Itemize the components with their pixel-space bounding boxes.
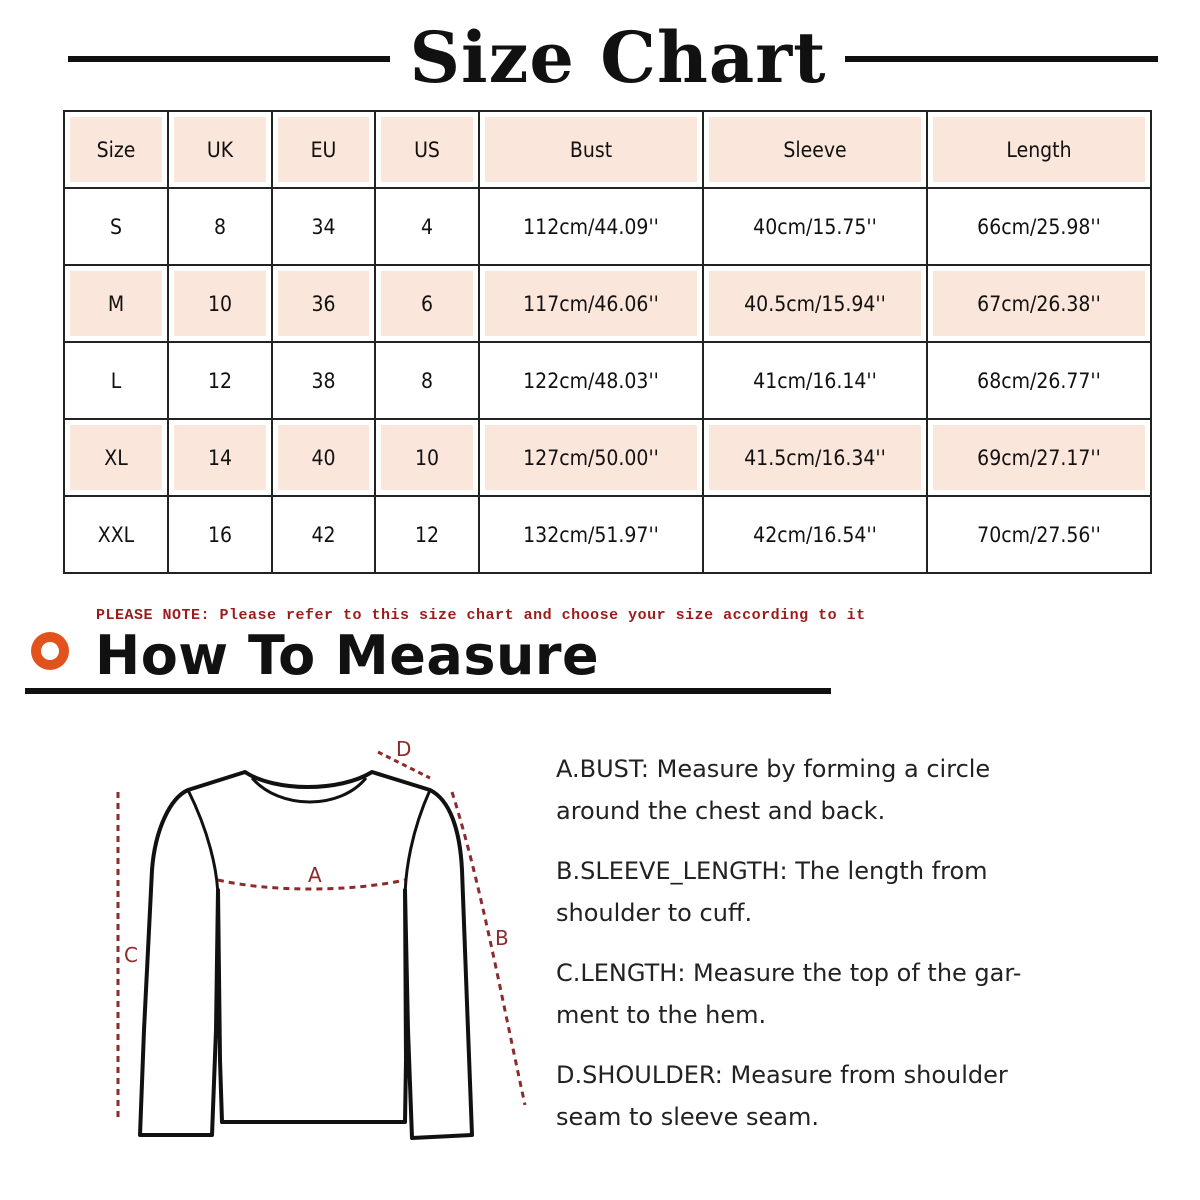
table-cell: 70cm/27.56'' bbox=[927, 496, 1151, 573]
table-cell: 8 bbox=[375, 342, 479, 419]
section-title: How To Measure bbox=[95, 624, 600, 687]
column-header: UK bbox=[168, 111, 272, 188]
table-cell: 68cm/26.77'' bbox=[927, 342, 1151, 419]
circle-bullet-icon bbox=[31, 632, 69, 670]
table-cell: 41cm/16.14'' bbox=[703, 342, 927, 419]
table-row bbox=[64, 342, 1151, 419]
how-to-measure-header bbox=[25, 620, 835, 700]
length-description bbox=[556, 952, 1116, 1036]
table-cell: 69cm/27.17'' bbox=[927, 419, 1151, 496]
label-a: A bbox=[308, 863, 322, 887]
table-cell: 4 bbox=[375, 188, 479, 265]
table-cell: 14 bbox=[168, 419, 272, 496]
bust-description bbox=[556, 748, 1116, 832]
page-title: Size Chart bbox=[409, 16, 827, 99]
table-cell: 40cm/15.75'' bbox=[703, 188, 927, 265]
table-cell: 127cm/50.00'' bbox=[479, 419, 703, 496]
table-cell: 42 bbox=[272, 496, 375, 573]
table-cell: 8 bbox=[168, 188, 272, 265]
size-note: PLEASE NOTE: Please refer to this size chart and choose your size according to it bbox=[96, 607, 866, 624]
column-header: US bbox=[375, 111, 479, 188]
table-row bbox=[64, 496, 1151, 573]
title-rule-right bbox=[845, 56, 1158, 62]
label-c: C bbox=[124, 943, 138, 967]
table-cell: 112cm/44.09'' bbox=[479, 188, 703, 265]
column-header: Sleeve bbox=[703, 111, 927, 188]
table-cell: L bbox=[64, 342, 168, 419]
shoulder-text-2: seam to sleeve seam. bbox=[556, 1103, 819, 1131]
table-cell: M bbox=[64, 265, 168, 342]
size-chart-header bbox=[0, 0, 1200, 110]
table-cell: 66cm/25.98'' bbox=[927, 188, 1151, 265]
column-header: Length bbox=[927, 111, 1151, 188]
table-cell: 40.5cm/15.94'' bbox=[703, 265, 927, 342]
garment-diagram bbox=[100, 730, 540, 1150]
length-text-2: ment to the hem. bbox=[556, 1001, 767, 1029]
length-label: C.LENGTH: bbox=[556, 959, 686, 987]
table-cell: 6 bbox=[375, 265, 479, 342]
table-row bbox=[64, 188, 1151, 265]
sleeve-description bbox=[556, 850, 1116, 934]
table-cell: 41.5cm/16.34'' bbox=[703, 419, 927, 496]
shirt-outline bbox=[140, 772, 472, 1138]
table-cell: 38 bbox=[272, 342, 375, 419]
length-text-1: Measure the top of the gar- bbox=[685, 959, 1022, 987]
left-sleeve-seam bbox=[188, 790, 218, 900]
sleeve-label: B.SLEEVE_LENGTH: bbox=[556, 857, 788, 885]
shoulder-description bbox=[556, 1054, 1116, 1138]
table-cell: 117cm/46.06'' bbox=[479, 265, 703, 342]
table-cell: 67cm/26.38'' bbox=[927, 265, 1151, 342]
table-cell: 10 bbox=[375, 419, 479, 496]
title-rule-left bbox=[68, 56, 390, 62]
column-header: Size bbox=[64, 111, 168, 188]
table-cell: 12 bbox=[375, 496, 479, 573]
table-row bbox=[64, 265, 1151, 342]
table-cell: S bbox=[64, 188, 168, 265]
table-cell: 122cm/48.03'' bbox=[479, 342, 703, 419]
label-b: B bbox=[495, 926, 509, 950]
table-cell: 12 bbox=[168, 342, 272, 419]
table-cell: XXL bbox=[64, 496, 168, 573]
column-header: Bust bbox=[479, 111, 703, 188]
label-d: D bbox=[396, 737, 412, 761]
table-cell: 40 bbox=[272, 419, 375, 496]
table-cell: 42cm/16.54'' bbox=[703, 496, 927, 573]
table-cell: 132cm/51.97'' bbox=[479, 496, 703, 573]
table-cell: 16 bbox=[168, 496, 272, 573]
column-header: EU bbox=[272, 111, 375, 188]
table-cell: 34 bbox=[272, 188, 375, 265]
table-cell: 36 bbox=[272, 265, 375, 342]
table-header-row bbox=[64, 111, 1151, 188]
sleeve-text-2: shoulder to cuff. bbox=[556, 899, 753, 927]
bust-text-2: around the chest and back. bbox=[556, 797, 886, 825]
size-table bbox=[63, 110, 1152, 574]
table-cell: 10 bbox=[168, 265, 272, 342]
bust-text-1: Measure by forming a circle bbox=[649, 755, 991, 783]
shoulder-label: D.SHOULDER: bbox=[556, 1061, 723, 1089]
sleeve-text-1: The length from bbox=[787, 857, 988, 885]
section-rule bbox=[25, 688, 831, 694]
table-row bbox=[64, 419, 1151, 496]
bust-label: A.BUST: bbox=[556, 755, 649, 783]
shoulder-text-1: Measure from shoulder bbox=[722, 1061, 1008, 1089]
table-cell: XL bbox=[64, 419, 168, 496]
right-sleeve-seam bbox=[405, 790, 430, 900]
